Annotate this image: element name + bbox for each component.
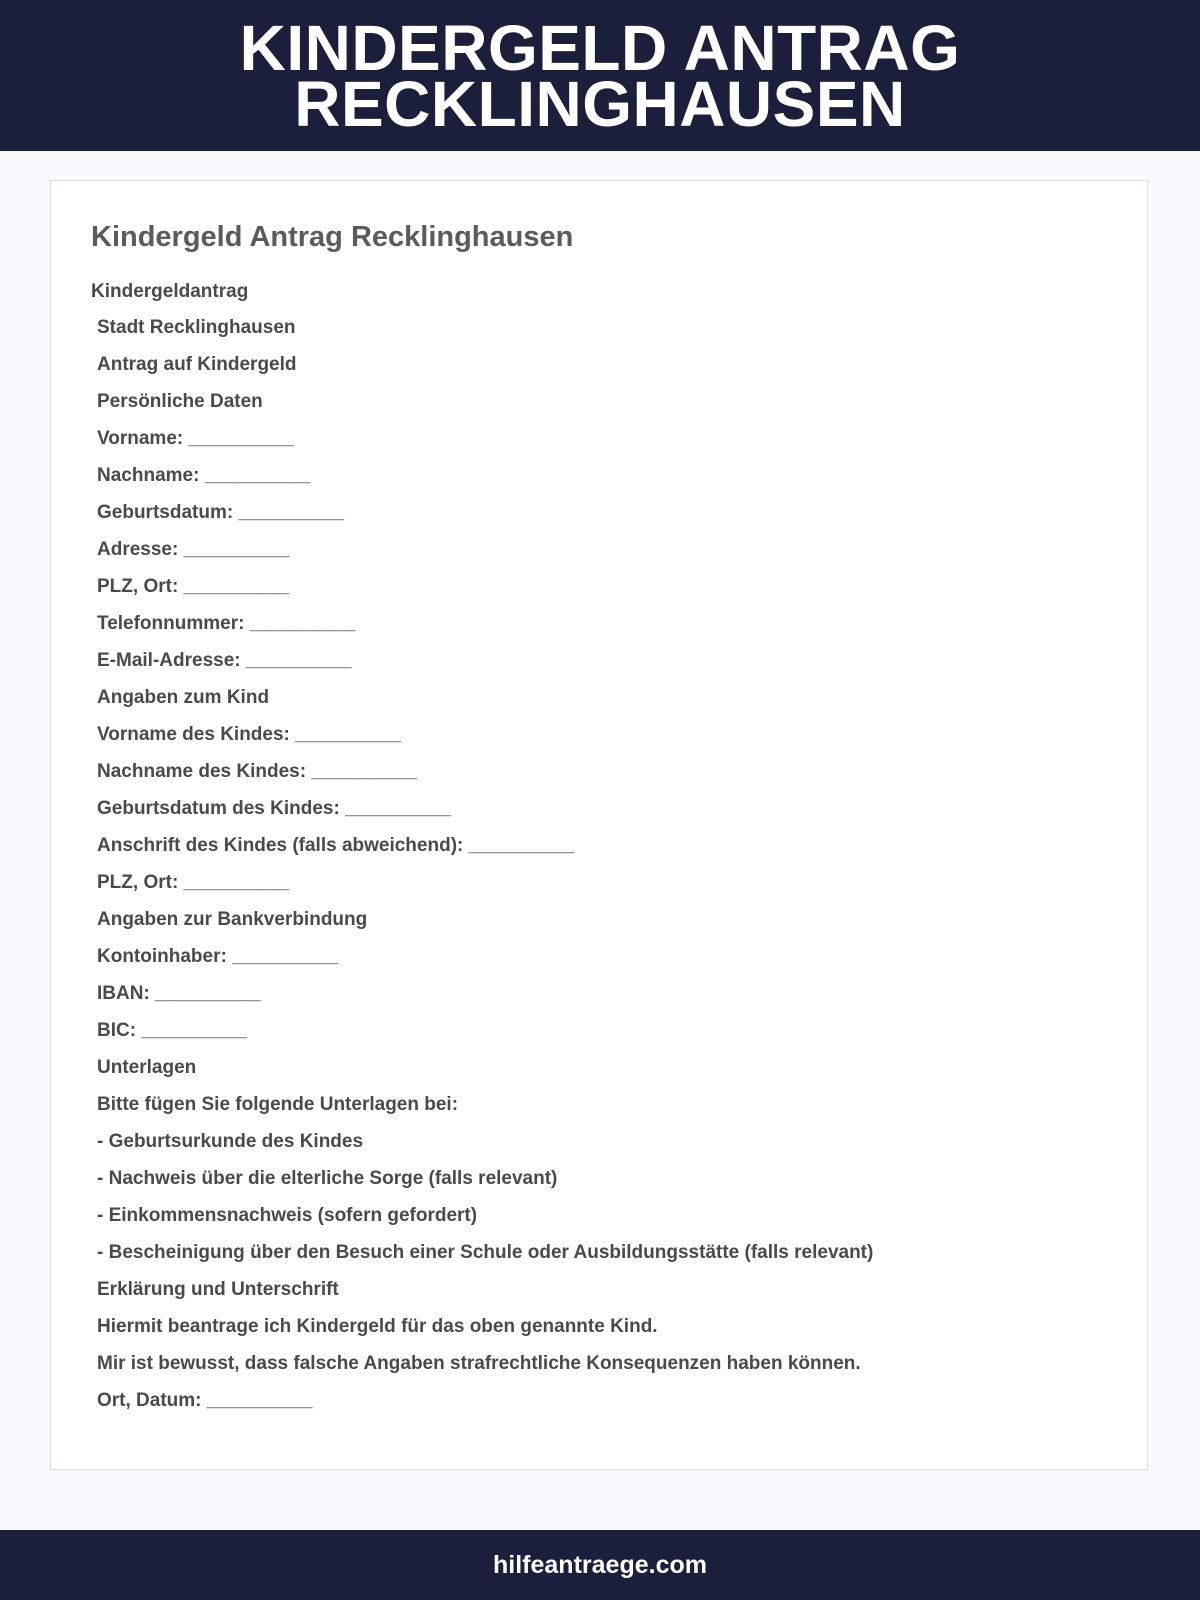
form-line: Stadt Recklinghausen bbox=[97, 317, 296, 338]
form-line: Adresse: __________ bbox=[97, 539, 290, 560]
form-line: Vorname: __________ bbox=[97, 428, 295, 449]
form-line: - Bescheinigung über den Besuch einer Schule oder Ausbildungsstätte (falls relevant) bbox=[97, 1242, 874, 1263]
form-line: Geburtsdatum des Kindes: __________ bbox=[97, 798, 451, 819]
form-line: - Nachweis über die elterliche Sorge (falls relevant) bbox=[97, 1168, 558, 1189]
form-line: Anschrift des Kindes (falls abweichend): __________ bbox=[97, 835, 575, 856]
form-line: BIC: __________ bbox=[97, 1020, 247, 1041]
form-line: Angaben zum Kind bbox=[97, 687, 270, 708]
footer-site-link[interactable]: hilfeantraege.com bbox=[493, 1550, 707, 1579]
form-line: Mir ist bewusst, dass falsche Angaben strafrechtliche Konsequenzen haben können. bbox=[97, 1353, 861, 1374]
form-line: Nachname des Kindes: __________ bbox=[97, 761, 418, 782]
form-heading: Kindergeldantrag bbox=[91, 281, 249, 302]
form-line: Unterlagen bbox=[97, 1057, 197, 1078]
page-footer bbox=[0, 1530, 1200, 1600]
form-line: PLZ, Ort: __________ bbox=[97, 576, 290, 597]
form-line: IBAN: __________ bbox=[97, 983, 261, 1004]
form-line: - Geburtsurkunde des Kindes bbox=[97, 1131, 364, 1152]
form-line: Bitte fügen Sie folgende Unterlagen bei: bbox=[97, 1094, 459, 1115]
form-lines bbox=[97, 317, 873, 1427]
form-line: Erklärung und Unterschrift bbox=[97, 1279, 339, 1300]
form-line: PLZ, Ort: __________ bbox=[97, 872, 290, 893]
form-line: E-Mail-Adresse: __________ bbox=[97, 650, 352, 671]
form-line: Nachname: __________ bbox=[97, 465, 311, 486]
form-line: - Einkommensnachweis (sofern gefordert) bbox=[97, 1205, 478, 1226]
header-title-line-2: RECKLINGHAUSEN bbox=[294, 67, 906, 140]
page-header bbox=[0, 0, 1200, 151]
form-line: Antrag auf Kindergeld bbox=[97, 354, 297, 375]
form-line: Geburtsdatum: __________ bbox=[97, 502, 345, 523]
form-line: Angaben zur Bankverbindung bbox=[97, 909, 368, 930]
form-line: Kontoinhaber: __________ bbox=[97, 946, 338, 967]
form-line: Vorname des Kindes: __________ bbox=[97, 724, 401, 745]
header-title-line-1: KINDERGELD ANTRAG bbox=[239, 11, 961, 84]
form-line: Ort, Datum: __________ bbox=[97, 1390, 313, 1411]
form-line: Telefonnummer: __________ bbox=[97, 613, 356, 634]
document-card bbox=[50, 180, 1148, 1470]
form-line: Persönliche Daten bbox=[97, 391, 263, 412]
document-title: Kindergeld Antrag Recklinghausen bbox=[91, 221, 574, 253]
form-line: Hiermit beantrage ich Kindergeld für das oben genannte Kind. bbox=[97, 1316, 658, 1337]
